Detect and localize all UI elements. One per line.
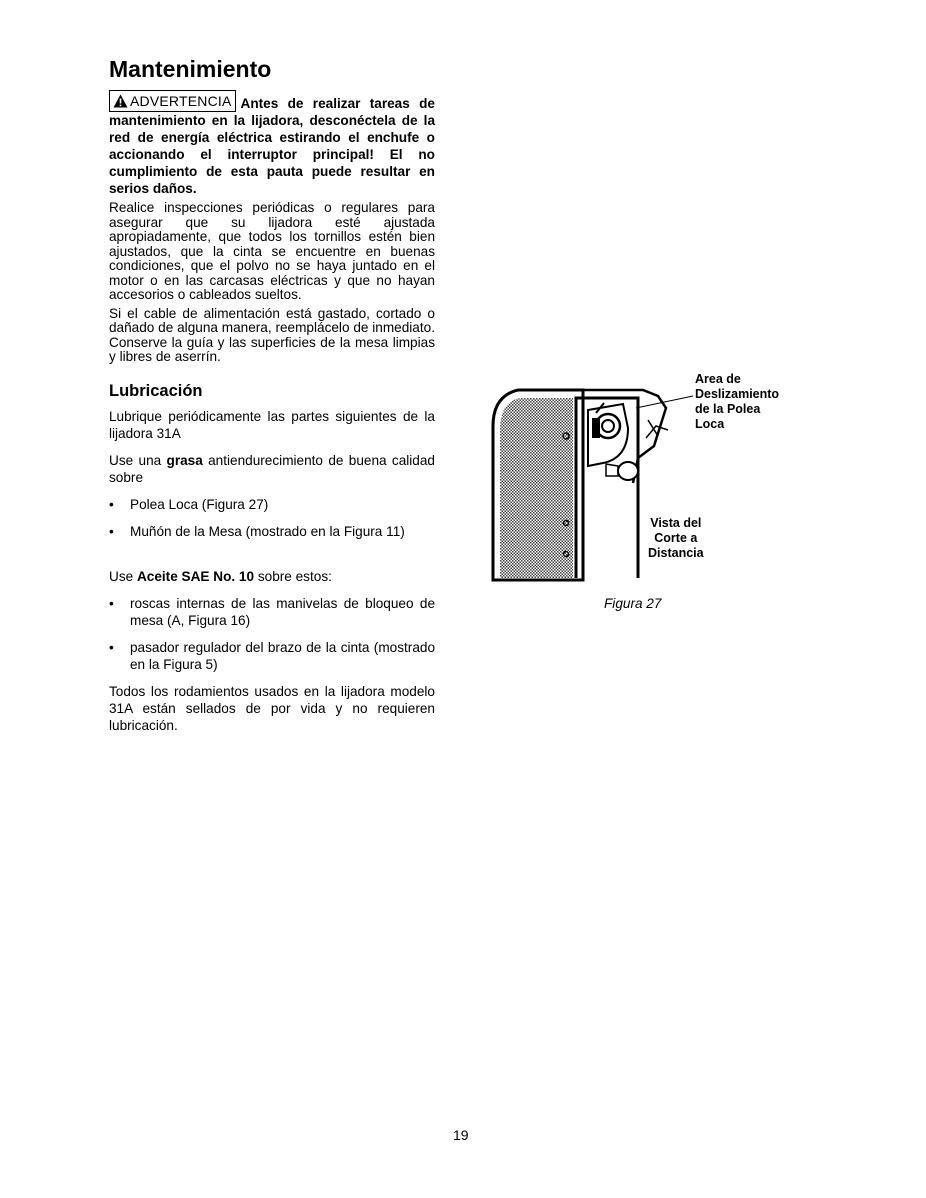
page-number: 19 [453,1127,469,1143]
warning-text: Antes de realizar tareas de mantenimiento en la lijadora, desconéctela de la red de energía eléctrica estirando el enchufe o accionando el interruptor principal! El no cumplimiento de esta pauta puede resultar en serios daños. [109,96,435,196]
page-title: Mantenimiento [109,56,272,82]
left-column [109,90,435,744]
cable-paragraph: Si el cable de alimentación está gastado, cortado o dañado de alguna manera, reemplácelo de inmediato. Conserve la guía y las superficies de la mesa limpias y libres de aserrín. [109,305,435,364]
lubrication-title: Lubricación [109,381,203,400]
warning-badge-label: ADVERTENCIA [130,93,232,109]
list-item: • Polea Loca (Figura 27) [130,496,435,513]
grease-instruction [109,452,435,486]
list-item: • Muñón de la Mesa (mostrado en la Figura 11) [130,523,435,540]
grease-list [109,496,435,540]
oil-pre: Use [109,568,137,584]
warning-triangle-icon [113,94,128,108]
warning-block [109,90,435,197]
oil-bold: Aceite SAE No. 10 [136,568,255,584]
oil-list [109,595,435,673]
oil-post: sobre estos: [254,568,332,584]
grease-pre: Use una [109,452,167,468]
warning-badge [109,90,236,112]
list-item: • roscas internas de las manivelas de bloqueo de mesa (A, Figura 16) [130,595,435,629]
inspection-paragraph: Realice inspecciones periódicas o regulares para asegurar que su lijadora esté ajustada apropiadamente, que todos los tornillos estén bien ajustados, que la cinta se encuentre en buenas condiciones, que el polvo no se haya juntado en el motor o en las carcasas eléctricas y que no hayan accesorios o cableados sueltos. [109,200,435,302]
label-idler-pulley-area: Area de Deslizamiento de la Polea Loca [695,372,780,431]
oil-instruction [109,568,435,585]
grease-bold: grasa [166,452,203,468]
grease-post: antiendurecimiento de buena calidad sobre [109,452,435,485]
figure-27 [488,368,798,618]
label-cutaway-view: Vista del Corte a Distancia [648,516,704,560]
lubrication-intro: Lubrique periódicamente las partes siguientes de la lijadora 31A [109,408,435,441]
closing-paragraph: Todos los rodamientos usados en la lijadora modelo 31A están sellados de por vida y no requieren lubricación. [109,683,435,733]
list-item: • pasador regulador del brazo de la cinta (mostrado en la Figura 5) [130,639,435,673]
figure-caption: Figura 27 [604,596,662,611]
